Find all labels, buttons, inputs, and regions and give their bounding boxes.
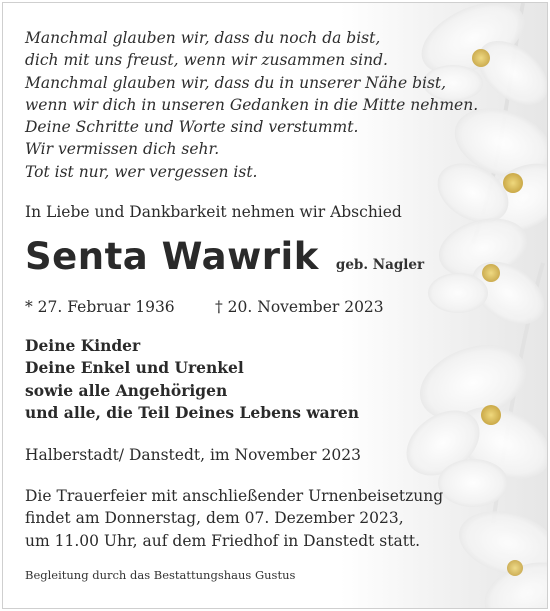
deceased-name: Senta Wawrik: [25, 235, 319, 278]
death-date: † 20. November 2023: [215, 298, 384, 316]
poem: [25, 27, 485, 183]
mourner-line: sowie alle Angehörigen: [25, 380, 228, 400]
farewell-intro: In Liebe und Dankbarkeit nehmen wir Abschied: [25, 203, 402, 221]
poem-line: Tot ist nur, wer vergessen ist.: [25, 162, 258, 181]
birth-name: geb. Nagler: [335, 257, 425, 273]
funeral-line: Die Trauerfeier mit anschließender Urnenbeisetzung: [25, 487, 444, 505]
poem-line: wenn wir dich in unseren Gedanken in die Mitte nehmen.: [25, 95, 479, 114]
birth-date: * 27. Februar 1936: [25, 298, 175, 316]
poem-line: Manchmal glauben wir, dass du noch da bist,: [25, 29, 381, 47]
funeral-line: findet am Donnerstag, dem 07. Dezember 2023,: [25, 509, 404, 528]
funeral-details: [25, 485, 443, 552]
funeral-home-credit: Begleitung durch das Bestattungshaus Gustus: [25, 568, 296, 582]
funeral-line: um 11.00 Uhr, auf dem Friedhof in Danstedt statt.: [25, 531, 421, 550]
mourner-line: und alle, die Teil Deines Lebens waren: [25, 402, 359, 422]
deceased-name-row: [25, 235, 424, 278]
mourner-line: Deine Enkel und Urenkel: [25, 358, 244, 378]
poem-line: dich mit uns freust, wenn wir zusammen sind.: [25, 51, 388, 70]
obituary-card: [2, 2, 548, 609]
life-dates: [25, 298, 425, 316]
mourner-line: Deine Kinder: [25, 336, 141, 355]
place-and-date: Halberstadt/ Danstedt, im November 2023: [25, 446, 361, 464]
mourners-list: [25, 335, 359, 424]
poem-line: Manchmal glauben wir, dass du in unserer Nähe bist,: [25, 73, 447, 92]
poem-line: Deine Schritte und Worte sind verstummt.: [25, 118, 359, 137]
poem-line: Wir vermissen dich sehr.: [25, 140, 220, 159]
